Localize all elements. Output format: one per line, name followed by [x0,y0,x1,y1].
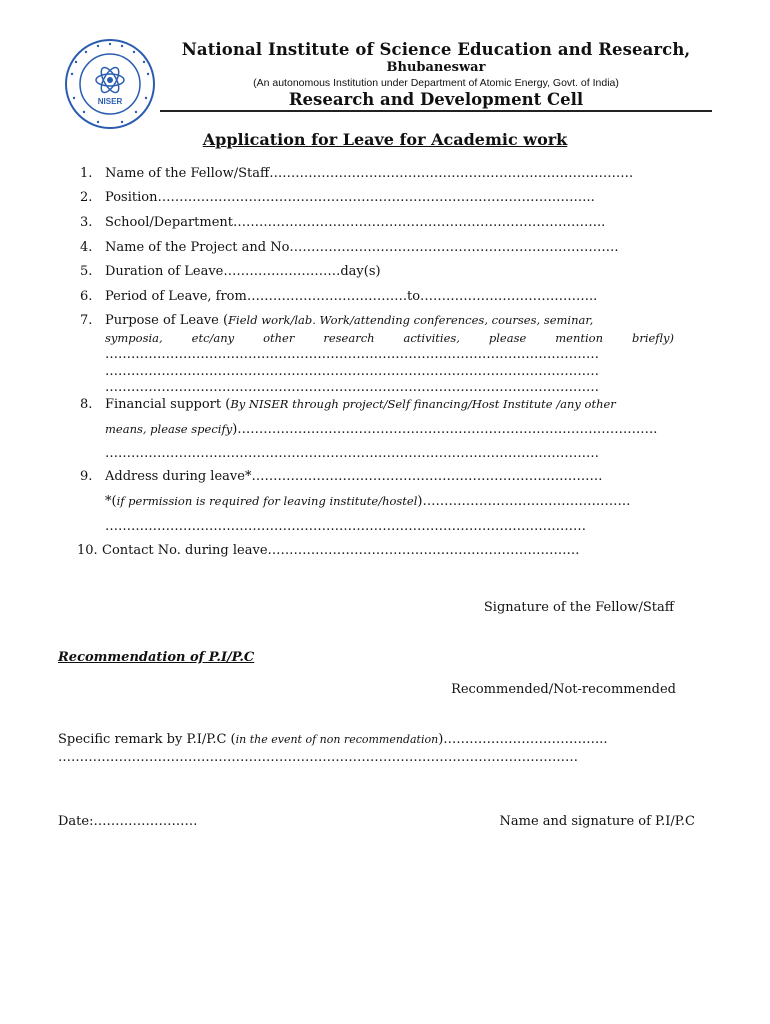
purpose-line-3[interactable]: …………………………………………………………………………………………………… [105,380,599,395]
field-duration[interactable]: 5. Duration of Leave………………………day(s) [80,264,381,279]
financial-line-1[interactable]: means, please specify)……………………………………………………………………………………. [105,422,658,437]
header-rule [160,110,712,112]
logo-text: NISER [97,97,123,106]
field-name[interactable]: 1. Name of the Fellow/Staff………………………………………………………………………… [80,166,634,181]
field-position[interactable]: 2. Position……………………………………………………………………………………….. [80,190,595,205]
form-title: Application for Leave for Academic work [202,130,568,149]
specific-remark[interactable]: Specific remark by P.I/P.C (in the event of non recommendation)……………………………….. [58,732,608,747]
specific-remark-line-2[interactable]: ………………………………………………………………………………………………………… [58,750,578,765]
recommendation-heading: Recommendation of P.I/P.C [58,650,255,665]
purpose-hint-line2: symposia, etc/any other research activities, please mention briefly) [105,331,674,345]
cell-name: Research and Development Cell [288,90,584,109]
purpose-line-2[interactable]: …………………………………………………………………………………………………… [105,364,599,379]
date-field[interactable]: Date:…………………… [58,814,198,829]
field-project[interactable]: 4. Name of the Project and No…………………………………………………………………. [80,240,619,255]
field-school[interactable]: 3. School/Department………………………………………………………………………….. [80,215,606,230]
financial-line-2[interactable]: …………………………………………………………………………………………………… [105,446,599,461]
institute-name: National Institute of Science Education and Research, [181,40,691,59]
address-line-2[interactable]: ………………………………………………………………………………………………… [105,519,586,534]
field-financial[interactable]: 8. Financial support (By NISER through project/Self financing/Host Institute /any other [80,397,616,412]
niser-logo [64,38,156,130]
address-permission-note[interactable]: *(if permission is required for leaving institute/hostel)………………………………………… [105,494,631,509]
institute-subtitle: (An autonomous Institution under Department of Atomic Energy, Govt. of India) [253,77,619,89]
field-address[interactable]: 9. Address during leave*……………………………………………………………………… [80,469,603,484]
fellow-signature-label: Signature of the Fellow/Staff [483,600,674,615]
pi-signature-label: Name and signature of P.I/P.C [499,814,695,829]
purpose-line-1[interactable]: …………………………………………………………………………………………………… [105,347,599,362]
field-purpose[interactable]: 7. Purpose of Leave (Field work/lab. Work/attending conferences, courses, seminar, [80,313,594,328]
field-period[interactable]: 6. Period of Leave, from……………………………….to………………………………….. [80,289,598,304]
recommendation-status[interactable]: Recommended/Not-recommended [451,682,676,697]
institute-city: Bhubaneswar [386,60,486,75]
field-contact[interactable]: 10. Contact No. during leave……………………………………………………………… [77,543,580,558]
